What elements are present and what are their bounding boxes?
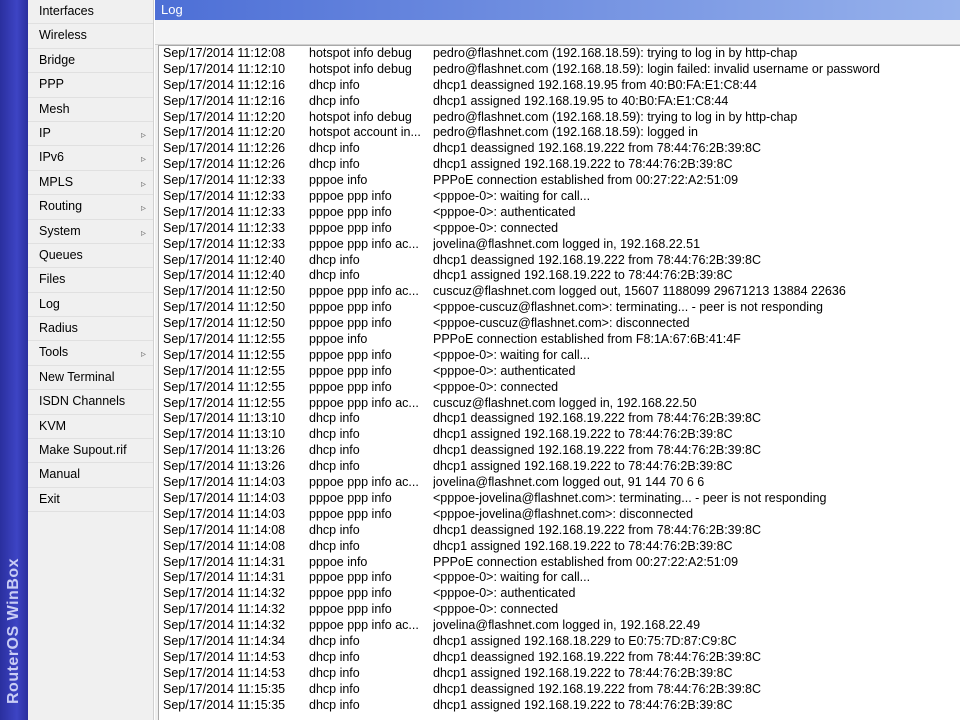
menu-item-ppp[interactable] <box>28 73 153 97</box>
log-row[interactable] <box>159 698 960 714</box>
brand-label: RouterOS WinBox <box>5 557 22 705</box>
log-message: dhcp1 deassigned 192.168.19.222 from 78:44:76:2B:39:8C <box>433 649 762 664</box>
log-message: dhcp1 deassigned 192.168.19.222 from 78:44:76:2B:39:8C <box>433 411 762 426</box>
log-time: Sep/17/2014 11:12:50 <box>163 316 286 331</box>
log-topics: dhcp info <box>309 141 360 156</box>
menu-item-queues[interactable] <box>28 244 153 268</box>
log-row[interactable] <box>159 459 960 475</box>
log-message: <pppoe-0>: waiting for call... <box>433 347 591 362</box>
log-message: <pppoe-0>: authenticated <box>433 204 576 219</box>
log-time: Sep/17/2014 11:15:35 <box>163 697 286 712</box>
menu-item-kvm[interactable] <box>28 415 153 439</box>
menu-item-mesh[interactable] <box>28 98 153 122</box>
log-message: <pppoe-jovelina@flashnet.com>: disconnected <box>433 506 694 521</box>
log-topics: pppoe ppp info ac... <box>309 236 419 251</box>
log-time: Sep/17/2014 11:12:16 <box>163 93 286 108</box>
log-topics: dhcp info <box>309 538 360 553</box>
log-message: PPPoE connection established from F8:1A:67:6B:41:4F <box>433 332 741 347</box>
log-row[interactable] <box>159 380 960 396</box>
menu-item-radius[interactable] <box>28 317 153 341</box>
log-topics: pppoe info <box>309 554 368 569</box>
log-row[interactable] <box>159 110 960 126</box>
log-message: pedro@flashnet.com (192.168.18.59): logged in <box>433 125 698 140</box>
log-row[interactable] <box>159 94 960 110</box>
log-time: Sep/17/2014 11:14:31 <box>163 570 286 585</box>
log-row[interactable] <box>159 189 960 205</box>
log-message: cuscuz@flashnet.com logged in, 192.168.22.50 <box>433 395 697 410</box>
log-row[interactable] <box>159 221 960 237</box>
log-message: <pppoe-0>: authenticated <box>433 363 576 378</box>
log-message: dhcp1 deassigned 192.168.19.222 from 78:44:76:2B:39:8C <box>433 141 762 156</box>
log-topics: dhcp info <box>309 681 360 696</box>
log-time: Sep/17/2014 11:12:55 <box>163 332 286 347</box>
menu-item-label: KVM <box>39 418 67 433</box>
log-row[interactable] <box>159 586 960 602</box>
log-row[interactable] <box>159 205 960 221</box>
log-time: Sep/17/2014 11:15:35 <box>163 681 286 696</box>
log-time: Sep/17/2014 11:12:26 <box>163 157 286 172</box>
log-time: Sep/17/2014 11:12:08 <box>163 46 286 60</box>
menu-item-ipv6[interactable] <box>28 146 153 170</box>
log-time: Sep/17/2014 11:13:10 <box>163 411 286 426</box>
log-message: jovelina@flashnet.com logged in, 192.168.22.51 <box>433 236 701 251</box>
menu-item-label: Interfaces <box>39 4 94 18</box>
log-message: dhcp1 assigned 192.168.19.222 to 78:44:76:2B:39:8C <box>433 268 733 283</box>
log-message: dhcp1 deassigned 192.168.19.222 from 78:44:76:2B:39:8C <box>433 681 762 696</box>
log-time: Sep/17/2014 11:12:55 <box>163 363 286 378</box>
log-row[interactable] <box>159 157 960 173</box>
log-topics: pppoe info <box>309 332 368 347</box>
log-row[interactable] <box>159 284 960 300</box>
log-time: Sep/17/2014 11:14:08 <box>163 538 286 553</box>
log-message: dhcp1 assigned 192.168.18.229 to E0:75:7D:87:C9:8C <box>433 633 737 648</box>
log-message: pedro@flashnet.com (192.168.18.59): trying to log in by http-chap <box>433 46 798 60</box>
menu-item-label: Tools <box>39 345 69 360</box>
log-topics: dhcp info <box>309 459 360 474</box>
log-time: Sep/17/2014 11:14:03 <box>163 475 286 490</box>
menu-item-exit[interactable] <box>28 488 153 512</box>
log-message: <pppoe-0>: authenticated <box>433 586 576 601</box>
log-topics: pppoe ppp info <box>309 363 392 378</box>
log-topics: pppoe info <box>309 173 368 188</box>
log-message: <pppoe-0>: connected <box>433 379 559 394</box>
log-topics: pppoe ppp info ac... <box>309 284 419 299</box>
log-list[interactable] <box>158 45 960 720</box>
log-row[interactable] <box>159 348 960 364</box>
log-topics: pppoe ppp info <box>309 586 392 601</box>
log-topics: pppoe ppp info <box>309 204 392 219</box>
log-message: dhcp1 assigned 192.168.19.95 to 40:B0:FA:E1:C8:44 <box>433 93 729 108</box>
log-time: Sep/17/2014 11:12:20 <box>163 125 286 140</box>
log-time: Sep/17/2014 11:12:55 <box>163 379 286 394</box>
log-row[interactable] <box>159 618 960 634</box>
log-time: Sep/17/2014 11:12:33 <box>163 173 286 188</box>
log-message: PPPoE connection established from 00:27:22:A2:51:09 <box>433 173 739 188</box>
log-message: cuscuz@flashnet.com logged out, 15607 1188099 29671213 13884 22636 <box>433 284 846 299</box>
log-time: Sep/17/2014 11:14:32 <box>163 586 286 601</box>
log-row[interactable] <box>159 46 960 62</box>
menu-item-label: PPP <box>39 77 65 92</box>
log-message: jovelina@flashnet.com logged out, 91 144 70 6 6 <box>433 475 705 490</box>
log-row[interactable] <box>159 475 960 491</box>
menu-item-label: MPLS <box>39 174 74 189</box>
log-message: dhcp1 deassigned 192.168.19.95 from 40:B0:FA:E1:C8:44 <box>433 77 757 92</box>
menu-item-isdn-channels[interactable] <box>28 390 153 414</box>
log-message: <pppoe-0>: connected <box>433 602 559 617</box>
menu-item-interfaces[interactable] <box>28 0 153 24</box>
log-topics: dhcp info <box>309 443 360 458</box>
log-time: Sep/17/2014 11:14:03 <box>163 490 286 505</box>
log-row[interactable] <box>159 650 960 666</box>
menu-item-label: Bridge <box>39 52 76 67</box>
menu-item-ip[interactable] <box>28 122 153 146</box>
log-row[interactable] <box>159 62 960 78</box>
log-topics: pppoe ppp info ac... <box>309 618 419 633</box>
log-row[interactable] <box>159 570 960 586</box>
log-time: Sep/17/2014 11:12:50 <box>163 300 286 315</box>
log-message: dhcp1 assigned 192.168.19.222 to 78:44:76:2B:39:8C <box>433 697 733 712</box>
log-message: <pppoe-cuscuz@flashnet.com>: terminating... - peer is not responding <box>433 300 823 315</box>
log-topics: pppoe ppp info <box>309 602 392 617</box>
log-time: Sep/17/2014 11:13:26 <box>163 443 286 458</box>
log-message: dhcp1 assigned 192.168.19.222 to 78:44:76:2B:39:8C <box>433 157 733 172</box>
log-topics: pppoe ppp info ac... <box>309 475 419 490</box>
log-topics: dhcp info <box>309 697 360 712</box>
log-topics: dhcp info <box>309 522 360 537</box>
log-time: Sep/17/2014 11:13:26 <box>163 459 286 474</box>
log-time: Sep/17/2014 11:12:33 <box>163 204 286 219</box>
log-time: Sep/17/2014 11:12:16 <box>163 77 286 92</box>
log-time: Sep/17/2014 11:12:55 <box>163 395 286 410</box>
menu-item-label: Log <box>39 296 60 311</box>
log-time: Sep/17/2014 11:12:40 <box>163 268 286 283</box>
submenu-arrow-icon: ▹ <box>140 178 146 190</box>
log-message: <pppoe-0>: waiting for call... <box>433 570 591 585</box>
log-time: Sep/17/2014 11:14:03 <box>163 506 286 521</box>
log-topics: pppoe ppp info ac... <box>309 395 419 410</box>
log-time: Sep/17/2014 11:12:20 <box>163 109 286 124</box>
log-row[interactable] <box>159 427 960 443</box>
log-topics: dhcp info <box>309 93 360 108</box>
log-message: dhcp1 assigned 192.168.19.222 to 78:44:76:2B:39:8C <box>433 427 733 442</box>
log-message: dhcp1 assigned 192.168.19.222 to 78:44:76:2B:39:8C <box>433 665 733 680</box>
log-topics: pppoe ppp info <box>309 490 392 505</box>
menu-item-label: Make Supout.rif <box>39 443 127 458</box>
menu-item-manual[interactable] <box>28 463 153 487</box>
log-row[interactable] <box>159 555 960 571</box>
log-time: Sep/17/2014 11:14:32 <box>163 602 286 617</box>
log-message: jovelina@flashnet.com logged in, 192.168.22.49 <box>433 618 701 633</box>
log-message: <pppoe-0>: connected <box>433 220 559 235</box>
log-message: <pppoe-jovelina@flashnet.com>: terminating... - peer is not responding <box>433 490 827 505</box>
log-topics: hotspot info debug <box>309 61 412 76</box>
menu-item-label: Wireless <box>39 28 87 43</box>
log-message: pedro@flashnet.com (192.168.18.59): login failed: invalid username or password <box>433 61 880 76</box>
log-message: dhcp1 deassigned 192.168.19.222 from 78:44:76:2B:39:8C <box>433 443 762 458</box>
menu-item-log[interactable] <box>28 293 153 317</box>
log-message: pedro@flashnet.com (192.168.18.59): trying to log in by http-chap <box>433 109 798 124</box>
menu-item-label: Files <box>39 272 66 287</box>
log-topics: pppoe ppp info <box>309 220 392 235</box>
log-topics: hotspot info debug <box>309 46 412 60</box>
log-row[interactable] <box>159 491 960 507</box>
menu-item-label: IPv6 <box>39 150 65 165</box>
menu-item-new-terminal[interactable] <box>28 366 153 390</box>
log-topics: hotspot account in... <box>309 125 421 140</box>
menu-item-label: Manual <box>39 467 80 482</box>
menu-item-label: System <box>39 223 81 238</box>
log-time: Sep/17/2014 11:12:40 <box>163 252 286 267</box>
log-topics: pppoe ppp info <box>309 300 392 315</box>
log-row[interactable] <box>159 523 960 539</box>
log-topics: dhcp info <box>309 411 360 426</box>
submenu-arrow-icon: ▹ <box>140 154 146 166</box>
log-row[interactable] <box>159 364 960 380</box>
log-message: dhcp1 assigned 192.168.19.222 to 78:44:76:2B:39:8C <box>433 459 733 474</box>
brand-sidebar <box>0 0 28 720</box>
log-topics: dhcp info <box>309 157 360 172</box>
log-window <box>155 0 960 720</box>
log-message: <pppoe-cuscuz@flashnet.com>: disconnected <box>433 316 690 331</box>
log-message: dhcp1 assigned 192.168.19.222 to 78:44:76:2B:39:8C <box>433 538 733 553</box>
menu-item-system[interactable] <box>28 220 153 244</box>
log-topics: pppoe ppp info <box>309 347 392 362</box>
menu-item-label: Exit <box>39 491 60 506</box>
log-row[interactable] <box>159 316 960 332</box>
log-topics: dhcp info <box>309 77 360 92</box>
window-titlebar[interactable] <box>155 0 960 20</box>
log-message: dhcp1 deassigned 192.168.19.222 from 78:44:76:2B:39:8C <box>433 522 762 537</box>
log-row[interactable] <box>159 634 960 650</box>
log-topics: dhcp info <box>309 427 360 442</box>
log-time: Sep/17/2014 11:12:33 <box>163 189 286 204</box>
log-message: dhcp1 deassigned 192.168.19.222 from 78:44:76:2B:39:8C <box>433 252 762 267</box>
menu-item-label: ISDN Channels <box>39 394 126 409</box>
log-topics: dhcp info <box>309 252 360 267</box>
menu-item-wireless[interactable] <box>28 24 153 48</box>
log-message: <pppoe-0>: waiting for call... <box>433 189 591 204</box>
log-topics: hotspot info debug <box>309 109 412 124</box>
log-time: Sep/17/2014 11:14:32 <box>163 618 286 633</box>
menu-item-files[interactable] <box>28 268 153 292</box>
submenu-arrow-icon: ▹ <box>140 227 146 239</box>
log-row[interactable] <box>159 268 960 284</box>
menu-item-label: IP <box>39 125 51 140</box>
menu-item-mpls[interactable] <box>28 171 153 195</box>
log-time: Sep/17/2014 11:14:34 <box>163 633 286 648</box>
log-topics: dhcp info <box>309 649 360 664</box>
log-row[interactable] <box>159 443 960 459</box>
log-topics: pppoe ppp info <box>309 316 392 331</box>
log-topics: pppoe ppp info <box>309 189 392 204</box>
log-row[interactable] <box>159 237 960 253</box>
log-time: Sep/17/2014 11:12:10 <box>163 61 286 76</box>
menu-item-label: Queues <box>39 247 83 262</box>
log-row[interactable] <box>159 666 960 682</box>
log-row[interactable] <box>159 411 960 427</box>
log-topics: dhcp info <box>309 268 360 283</box>
log-row[interactable] <box>159 253 960 269</box>
submenu-arrow-icon: ▹ <box>140 349 146 361</box>
log-topics: pppoe ppp info <box>309 379 392 394</box>
log-row[interactable] <box>159 539 960 555</box>
log-time: Sep/17/2014 11:14:53 <box>163 649 286 664</box>
log-time: Sep/17/2014 11:14:08 <box>163 522 286 537</box>
log-row[interactable] <box>159 141 960 157</box>
log-row[interactable] <box>159 173 960 189</box>
log-time: Sep/17/2014 11:12:33 <box>163 236 286 251</box>
log-topics: pppoe ppp info <box>309 506 392 521</box>
log-row[interactable] <box>159 300 960 316</box>
main-menu <box>28 0 154 720</box>
log-row[interactable] <box>159 332 960 348</box>
log-row[interactable] <box>159 78 960 94</box>
submenu-arrow-icon: ▹ <box>140 203 146 215</box>
menu-item-label: Mesh <box>39 101 70 116</box>
menu-item-label: New Terminal <box>39 369 115 384</box>
log-time: Sep/17/2014 11:12:33 <box>163 220 286 235</box>
log-row[interactable] <box>159 125 960 141</box>
menu-item-label: Routing <box>39 199 83 214</box>
window-title: Log <box>161 2 183 17</box>
log-topics: pppoe ppp info <box>309 570 392 585</box>
menu-item-tools[interactable] <box>28 341 153 365</box>
log-row[interactable] <box>159 507 960 523</box>
log-message: PPPoE connection established from 00:27:22:A2:51:09 <box>433 554 739 569</box>
log-time: Sep/17/2014 11:12:26 <box>163 141 286 156</box>
log-row[interactable] <box>159 682 960 698</box>
log-time: Sep/17/2014 11:12:55 <box>163 347 286 362</box>
menu-item-label: Radius <box>39 321 78 336</box>
log-row[interactable] <box>159 396 960 412</box>
submenu-arrow-icon: ▹ <box>140 129 146 141</box>
menu-item-make-supout-rif[interactable] <box>28 439 153 463</box>
log-time: Sep/17/2014 11:14:31 <box>163 554 286 569</box>
log-toolbar <box>155 20 960 45</box>
menu-item-routing[interactable] <box>28 195 153 219</box>
log-topics: dhcp info <box>309 633 360 648</box>
log-topics: dhcp info <box>309 665 360 680</box>
menu-item-bridge[interactable] <box>28 49 153 73</box>
log-time: Sep/17/2014 11:13:10 <box>163 427 286 442</box>
log-row[interactable] <box>159 602 960 618</box>
log-time: Sep/17/2014 11:12:50 <box>163 284 286 299</box>
log-time: Sep/17/2014 11:14:53 <box>163 665 286 680</box>
